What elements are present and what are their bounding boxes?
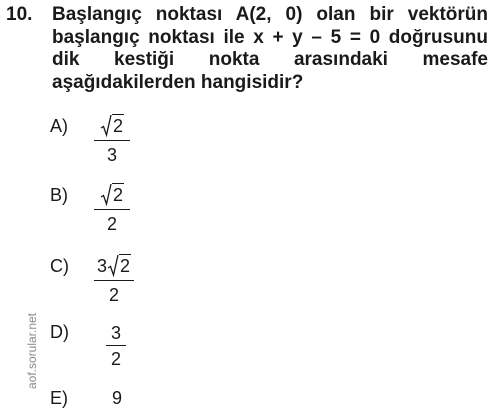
option-a-sqrt [100,114,124,138]
question-line-2: başlangıç noktası ile x + y – 5 = 0 doğrusunu [52,26,488,48]
option-a-label: A) [50,116,68,136]
option-c-numerator [94,254,134,278]
question-line-4: aşağıdakilerden hangisidir? [52,71,304,93]
option-d-numerator: 3 [110,323,121,343]
option-a-fraction [94,114,130,166]
watermark: aof.sorular.net [25,312,39,390]
option-b-label: B) [50,185,68,205]
option-c-label: C) [50,256,69,276]
radical-sign-icon [100,114,112,138]
question-number: 10. [6,4,33,25]
option-c-coefficient: 3 [96,256,107,276]
option-b-radicand: 2 [112,185,123,205]
option-d-label: D) [50,322,69,342]
option-c-fraction-bar [94,280,134,281]
option-a-radicand: 2 [112,116,123,136]
option-b-numerator [94,183,130,207]
option-b-sqrt [100,183,124,207]
option-e-value: 9 [112,388,123,408]
option-c-sqrt [107,254,131,278]
option-b-denominator: 2 [106,214,117,234]
question-line-3: dik kestiği nokta arasındaki mesafe [52,49,488,70]
option-d-fraction [106,322,126,370]
option-b-fraction-bar [94,209,130,210]
option-a-denominator: 3 [106,145,117,165]
question-text [52,4,488,94]
option-b-fraction [94,183,130,235]
option-c-radicand: 2 [120,256,131,276]
option-d-denominator: 2 [110,349,121,369]
radical-sign-icon [107,254,119,278]
question-line-1: Başlangıç noktası A(2, 0) olan bir vektörün [52,4,488,25]
radical-sign-icon [100,183,112,207]
option-a-fraction-bar [94,140,130,141]
option-d-fraction-bar [106,345,126,346]
option-c-denominator: 2 [108,285,119,305]
option-e-label: E) [50,388,68,408]
option-c-fraction [94,254,134,306]
option-a-numerator [94,114,130,138]
